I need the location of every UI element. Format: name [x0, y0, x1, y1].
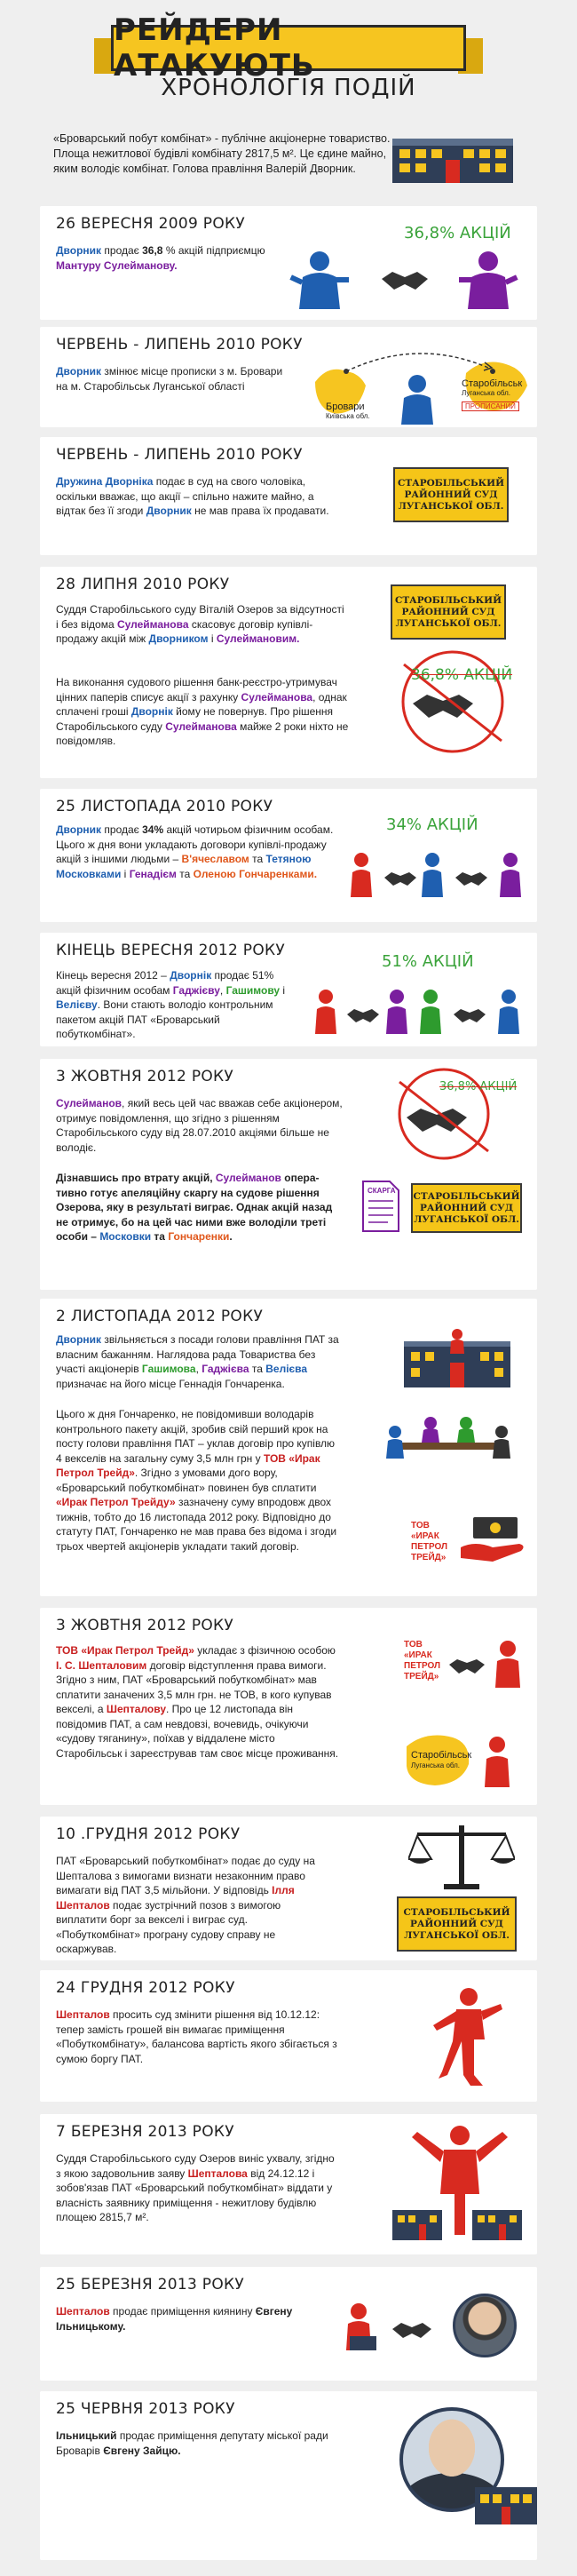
page-title: РЕЙДЕРИ АТАКУЮТЬ: [111, 25, 466, 71]
event-text: Дворник змінює місце прописки з м. Бровари на м. Старобільськ Луганської області: [56, 365, 283, 393]
man-with-building-icon: [391, 2123, 524, 2243]
event-card: [40, 1970, 537, 2102]
event-date: КІНЕЦЬ ВЕРЕСНЯ 2012 РОКУ: [56, 942, 286, 959]
share-label-cancelled: 36,8% АКЦІЙ: [411, 666, 513, 684]
cancelled-deal-icon: [364, 1064, 524, 1162]
meeting-icon: [377, 1405, 519, 1476]
event-card: [40, 2114, 537, 2254]
event-text: ПАТ «Броварський побуткомбінат» подає до суду на Шепталова з вимогами визнати незаконним право вимагати від ПАТ 3,5 мільйони. У відповідь Ілля Шепталов подає зустрічний позов з вимогою виплатити борг за векселі і виграє суд. «Побуткомбінат» програну судову справу не оскаржував.: [56, 1855, 315, 1955]
event-date: 25 ЛИСТОПАДА 2010 РОКУ: [56, 798, 273, 815]
share-label: 36,8% АКЦІЙ: [404, 224, 511, 242]
event-text: Шепталов продає приміщення киянину Євгену Ільницькому.: [56, 2305, 293, 2333]
share-split-icon: [351, 849, 528, 899]
event-text: Ільницький продає приміщення депутату міської ради Броварів Євгену Зайцю.: [56, 2429, 328, 2457]
event-card: [40, 1059, 537, 1290]
share-split-icon: [315, 986, 528, 1036]
city-sub: Луганська обл.: [411, 1761, 461, 1769]
header: [0, 0, 577, 107]
map-to-label: Старобільськ: [462, 378, 523, 389]
event-date: 25 ЧЕРВНЯ 2013 РОКУ: [56, 2400, 235, 2418]
event-text: Дізнавшись про втрату акцій, Сулейманов опера-тивно готує апеляційну скаргу на судове рішення Озерова, яку в результаті виграє. Однак акцій назад не отримує, бо на цей час ними вже володіли треті особи – Московки та Гончаренки.: [56, 1172, 333, 1243]
factory-building-icon: [475, 2480, 537, 2524]
event-date: 3 ЖОВТНЯ 2012 РОКУ: [56, 1068, 234, 1085]
event-date: ЧЕРВЕНЬ - ЛИПЕНЬ 2010 РОКУ: [56, 446, 303, 464]
event-card: [40, 2267, 537, 2381]
event-date: 10 .ГРУДНЯ 2012 РОКУ: [56, 1825, 241, 1843]
event-text: Кінець вересня 2012 – Дворнік продає 51% акцій фізичним особам Гаджієву, Гашимову і Велієву. Вони стають володіо контрольним пакетом акцій ПАТ «Броварський побуткомбінат».: [56, 969, 286, 1040]
event-card: [40, 206, 537, 320]
event-text: Цього ж дня Гончаренко, не повідомивши володарів контрольного пакету акцій, зробив свій перший крок на посту голови правління ПАТ – уклав договір про купівлю 4 векселів на загальну суму 3,5 млн грн у ТОВ «Ирак Петрол Трейд». Згідно з умовами дого вору, «Броварський побуткомбінат» повинен був сплатити «Ирак Петрол Трейду» зазначену суму впродовж двох тижнів, тобто до 16 листопада 2012 року. Відповідно до статуту ПАТ, Гончаренко не мав права без відома і згоди трьох чвертей акціонерів укладати такий договір.: [56, 1408, 337, 1553]
factory-building-icon: [404, 1327, 510, 1389]
running-man-icon: [426, 1986, 506, 2088]
event-date: ЧЕРВЕНЬ - ЛИПЕНЬ 2010 РОКУ: [56, 336, 303, 354]
event-date: 26 ВЕРЕСНЯ 2009 РОКУ: [56, 215, 246, 233]
cancelled-deal-icon: [377, 648, 528, 755]
event-card: [40, 437, 537, 555]
share-transfer-icon: [444, 1636, 524, 1690]
share-label: 51% АКЦІЙ: [382, 952, 474, 971]
money-hand-icon: [457, 1512, 528, 1565]
event-text: На виконання судового рішення банк-реєстро-утримувач цінних паперів списує акції з рахунку Сулейманова, однак сплачені гроші Дворнік йому не повернув. Про рішення Старобільського суду Сулейманова майже 2 роки ніхто не повідомляв.: [56, 676, 349, 747]
court-sign: СТАРОБІЛЬСЬКИЙ РАЙОННИЙ СУД ЛУГАНСЬКОЇ ОБЛ.: [397, 1896, 517, 1952]
event-card: [40, 1817, 537, 1960]
map-to-sub: Луганська обл.: [462, 389, 511, 397]
share-label-cancelled: 36,8% АКЦІЙ: [439, 1080, 518, 1093]
event-text: Суддя Старобільського суду Озеров виніс ухвалу, згідно з якою задовольнив заяву Шепталова від 24.12.12 і зобов'язав ПАТ «Броварський побуткомбінат» віддати у власність заявнику приміщення - нежитлову будівлю площею 2815,7 м².: [56, 2152, 335, 2223]
event-text: Сулейманов, який весь цей час вважав себе акціонером, отримує повідомлення, що згідно з рішенням Старобільського суду від 28.07.2010 акціями більше не володіє.: [56, 1097, 343, 1154]
event-text: ТОВ «Ирак Петрол Трейд» укладає з фізичною особою І. С. Шепталовим договір відступлення права вимоги. Згідно з ним, ПАТ «Броварський побуткомбінат» мав сплатити заначених 3,5 млн грн. не ТОВ, в кого купував векселі, а Шепталову. Про це 12 листопада він повідомив ПАТ, а сам невдовзі, вочевидь, очікуючи «судову тяганину», поїхав у віддаленe місто Старобільськ і зареєстрував там своє місце проживання.: [56, 1644, 339, 1760]
registration-stamp: ПРОПИСАНИЙ: [462, 402, 519, 411]
map-from-label: Бровари: [326, 402, 365, 412]
page-subtitle: ХРОНОЛОГІЯ ПОДІЙ: [161, 75, 416, 101]
event-date: 24 ГРУДНЯ 2012 РОКУ: [56, 1979, 235, 1997]
sale-icon: [346, 2299, 444, 2352]
event-text: Дворник продає 34% акцій чотирьом фізичним особам. Цього ж дня вони укладають договори купівлі-продажу акцій з іншими людьми – В'ячеславом та Тетяною Московками і Генадієм та Оленою Гончаренками.: [56, 823, 334, 880]
court-sign: СТАРОБІЛЬСЬКИЙ РАЙОННИЙ СУД ЛУГАНСЬКОЇ ОБЛ.: [391, 584, 506, 640]
court-sign: СТАРОБІЛЬСЬКИЙ РАЙОННИЙ СУД ЛУГАНСЬКОЇ ОБЛ.: [393, 467, 509, 522]
event-text: Дружина Дворніка подає в суд на свого чоловіка, оскільки вважає, що акції – спільно нажите майно, а відтак без її згоди Дворник не мав права їх продавати.: [56, 475, 329, 517]
event-text: Дворник продає 36,8 % акцій підприємцю Мантуру Сулейманову.: [56, 244, 265, 272]
event-date: 2 ЛИСТОПАДА 2012 РОКУ: [56, 1308, 264, 1325]
event-card: [40, 1299, 537, 1596]
share-transfer-icon: [288, 249, 528, 311]
city-label: Старобільськ: [411, 1750, 472, 1761]
scales-icon: [408, 1820, 515, 1891]
event-card: [40, 567, 537, 778]
event-text: Суддя Старобільського суду Віталій Озеров за відсутності і без відома Сулейманова скасовує договір купівлі-продажу акцій між Дворником і Сулеймановим.: [56, 603, 344, 645]
event-card: [40, 789, 537, 922]
event-card: [40, 2391, 537, 2560]
firm-label: ТОВ «ИРАК ПЕТРОЛ ТРЕЙД»: [404, 1640, 441, 1682]
document-label: СКАРГА: [368, 1187, 396, 1195]
event-text: Дворник звільняється з посади голови правління ПАТ за власним бажанням. Наглядова рада Товариства без участі акціонерів Гашимова, Гаджієва та Велієва призначає на його місце Геннадія Гончаренка.: [56, 1333, 339, 1390]
event-date: 25 БЕРЕЗНЯ 2013 РОКУ: [56, 2276, 245, 2294]
event-text: Шепталов просить суд змінити рішення від 10.12.12: тепер замість грошей він вимагає приміщення «Побуткомбінату», балансова вартість якого збігається з сумою боргу ПАТ.: [56, 2008, 337, 2065]
factory-building-icon: [391, 133, 515, 185]
event-date: 7 БЕРЕЗНЯ 2013 РОКУ: [56, 2123, 234, 2141]
court-sign: СТАРОБІЛЬСЬКИЙ РАЙОННИЙ СУД ЛУГАНСЬКОЇ ОБЛ.: [411, 1183, 522, 1233]
person-photo: [453, 2294, 517, 2357]
event-card: [40, 1608, 537, 1805]
event-card: [40, 327, 537, 427]
event-date: 28 ЛИПНЯ 2010 РОКУ: [56, 576, 230, 593]
map-from-sub: Київська обл.: [326, 412, 370, 420]
event-card: [40, 933, 537, 1046]
firm-label: ТОВ «ИРАК ПЕТРОЛ ТРЕЙД»: [411, 1521, 448, 1562]
share-label: 34% АКЦІЙ: [386, 815, 478, 834]
event-date: 3 ЖОВТНЯ 2012 РОКУ: [56, 1617, 234, 1634]
intro-text: «Броварський побут комбінат» - публічне акціонерне товариство. Площа нежитлової будівлі комбінату 2817,5 м². Це єдине майно, яким володіє комбінат. Голова правління Валерій Дворник.: [53, 132, 391, 175]
